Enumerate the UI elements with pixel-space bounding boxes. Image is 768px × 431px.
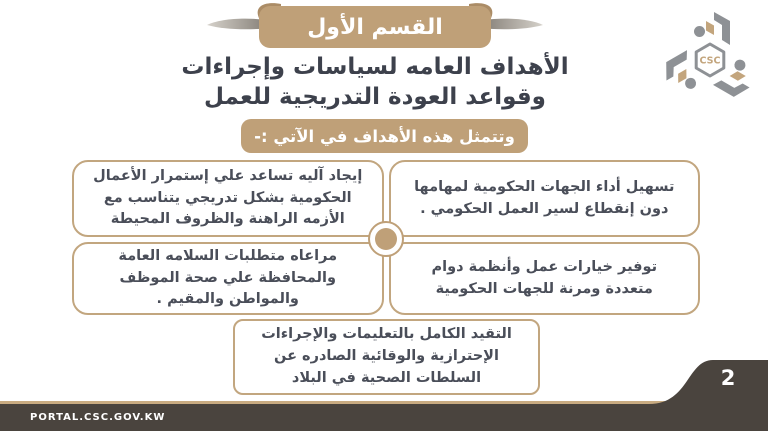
objective-box-5: التقيد الكامل بالتعليمات والإجراءات الإحترازية والوقائية الصادره عن السلطات الصحية في البلاد (233, 319, 540, 395)
objective-box-1: تسهيل أداء الجهات الحكومية لمهامها دون إنقطاع لسير العمل الحكومي . (389, 160, 701, 237)
page-title-line2: وقواعد العودة التدريجية للعمل (204, 84, 546, 110)
page-number: 2 (720, 366, 736, 390)
subtitle-banner: وتتمثل هذه الأهداف في الآتي :- (241, 119, 528, 153)
logo-unit-1 (694, 12, 730, 45)
logo-text: CSC (699, 55, 721, 67)
objective-box-2: إيجاد آليه تساعد علي إستمرار الأعمال الحكومية بشكل تدريجي يتناسب مع الأزمه الراهنة والظروف المحيطة (72, 160, 384, 237)
csc-logo (660, 10, 760, 105)
page-title-line1: الأهداف العامه لسياسات وإجراءات (181, 54, 569, 80)
objective-box-4: مراعاه متطلبات السلامه العامة والمحافظة علي صحة الموظف والمواطن والمقيم . (72, 242, 384, 315)
page-number-bump (643, 360, 768, 431)
page-title (100, 52, 650, 112)
section-badge: القسم الأول (307, 14, 443, 40)
center-connector-circle (368, 221, 404, 257)
objective-box-3: توفير خيارات عمل وأنظمة دوام متعددة ومرنة للجهات الحكومية (389, 242, 701, 315)
center-connector-dot (375, 228, 397, 250)
footer-url: PORTAL.CSC.GOV.KW (30, 412, 166, 423)
